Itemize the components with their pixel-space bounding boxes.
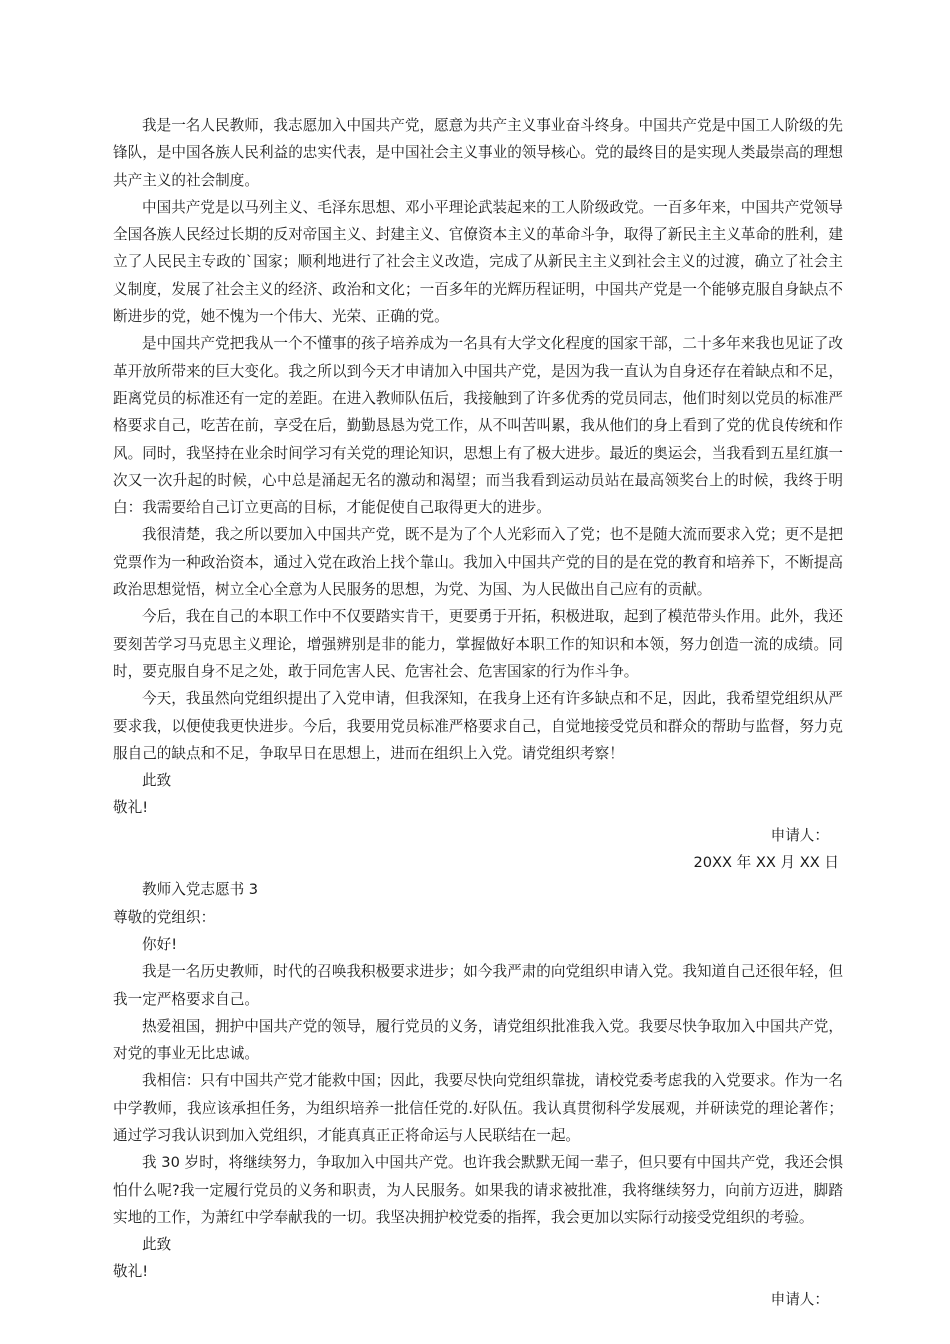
letter2-salutation: 尊敬的党组织： <box>113 908 216 926</box>
letter2-paragraph-3: 我相信：只有中国共产党才能救中国；因此，我要尽快向党组织靠拢，请校党委考虑我的入党要求。作为一名中学教师，我应该承担任务，为组织培养一批信任党的.好队伍。我认真贯彻科学发展观，并研读党的理论著作；通过学习我认识到加入党组织，才能真真正正将命运与人民联结在一起。 <box>113 1072 843 1144</box>
letter1-paragraph-4: 我很清楚，我之所以要加入中国共产党，既不是为了个人光彩而入了党；也不是随大流而要求入党；更不是把党票作为一种政治资本，通过入党在政治上找个靠山。我加入中国共产党的目的是在党的教育和培养下，不断提高政治思想觉悟，树立全心全意为人民服务的思想，为党、为国、为人民做出自己应有的贡献。 <box>113 526 843 599</box>
letter1-paragraph-6: 今天，我虽然向党组织提出了入党申请，但我深知，在我身上还有许多缺点和不足，因此，我希望党组织从严要求我，以便使我更快进步。今后，我要用党员标准严格要求自己，自觉地接受党员和群众的帮助与监督，努力克服自己的缺点和不足，争取早日在思想上，进而在组织上入党。请党组织考察！ <box>113 690 843 762</box>
document-page <box>113 112 843 1313</box>
letter1-applicant: 申请人： <box>770 826 829 844</box>
letter2-greeting: 你好! <box>142 935 178 953</box>
letter1-paragraph-3: 是中国共产党把我从一个不懂事的孩子培养成为一名具有大学文化程度的国家干部，二十多年来我也见证了改革开放所带来的巨大变化。我之所以到今天才申请加入中国共产党，是因为我一直认为自身还存在着缺点和不足，距离党员的标准还有一定的差距。在进入教师队伍后，我接触到了许多优秀的党员同志，他们时刻以党员的标准严格要求自己，吃苦在前，享受在后，勤勤恳恳为党工作，从不叫苦叫累，我从他们的身上看到了党的优良传统和作风。同时，我坚持在业余时间学习有关党的理论知识，思想上有了极大进步。最近的奥运会，当我看到五星红旗一次又一次升起的时候，心中总是涌起无名的激动和渴望；而当我看到运动员站在最高领奖台上的时候，我终于明白：我需要给自己订立更高的目标，才能促使自己取得更大的进步。 <box>113 335 843 517</box>
letter1-date: 20XX 年 XX 月 XX 日 <box>693 854 839 872</box>
letter2-paragraph-2: 热爱祖国，拥护中国共产党的领导，履行党员的义务，请党组织批准我入党。我要尽快争取加入中国共产党，对党的事业无比忠诚。 <box>113 1017 843 1063</box>
letter1-paragraph-2: 中国共产党是以马列主义、毛泽东思想、邓小平理论武装起来的工人阶级政党。一百多年来，中国共产党领导全国各族人民经过长期的反对帝国主义、封建主义、官僚资本主义的革命斗争，取得了新民主主义革命的胜利，建立了人民民主专政的`国家；顺利地进行了社会主义改造，完成了从新民主主义到社会主义的过渡，确立了社会主义制度，发展了社会主义的经济、政治和文化；一百多年的光辉历程证明，中国共产党是一个能够克服自身缺点不断进步的党，她不愧为一个伟大、光荣、正确的党。 <box>113 198 843 326</box>
letter1-paragraph-5: 今后，我在自己的本职工作中不仅要踏实肯干，更要勇于开拓，积极进取，起到了模范带头作用。此外，我还要刻苦学习马克思主义理论，增强辨别是非的能力，掌握做好本职工作的知识和本领，努力创造一流的成绩。同时，要克服自身不足之处，敢于同危害人民、危害社会、危害国家的行为作斗争。 <box>113 608 843 680</box>
letter2-paragraph-1: 我是一名历史教师，时代的召唤我积极要求进步；如今我严肃的向党组织申请入党。我知道自己还很年轻，但我一定严格要求自己。 <box>113 963 843 1008</box>
letter1-closing-jingli: 敬礼! <box>113 799 149 817</box>
letter2-title: 教师入党志愿书 3 <box>142 881 259 899</box>
letter2-paragraph-4: 我 30 岁时，将继续努力，争取加入中国共产党。也许我会默默无闻一辈子，但只要有中国共产党，我还会惧怕什么呢?我一定履行党员的义务和职责，为人民服务。如果我的请求被批准，我将继续努力，向前方迈进，脚踏实地的工作，为萧红中学奉献我的一切。我坚决拥护校党委的指挥，我会更加以实际行动接受党组织的考验。 <box>113 1154 843 1226</box>
letter2-closing-jingli: 敬礼! <box>113 1263 149 1281</box>
letter1-closing-cizhi: 此致 <box>142 772 172 790</box>
letter1-paragraph-1: 我是一名人民教师，我志愿加入中国共产党，愿意为共产主义事业奋斗终身。中国共产党是中国工人阶级的先锋队，是中国各族人民利益的忠实代表，是中国社会主义事业的领导核心。党的最终目的是实现人类最崇高的理想共产主义的社会制度。 <box>113 117 843 189</box>
letter2-closing-cizhi: 此致 <box>142 1236 172 1254</box>
letter2-applicant: 申请人： <box>770 1290 829 1308</box>
